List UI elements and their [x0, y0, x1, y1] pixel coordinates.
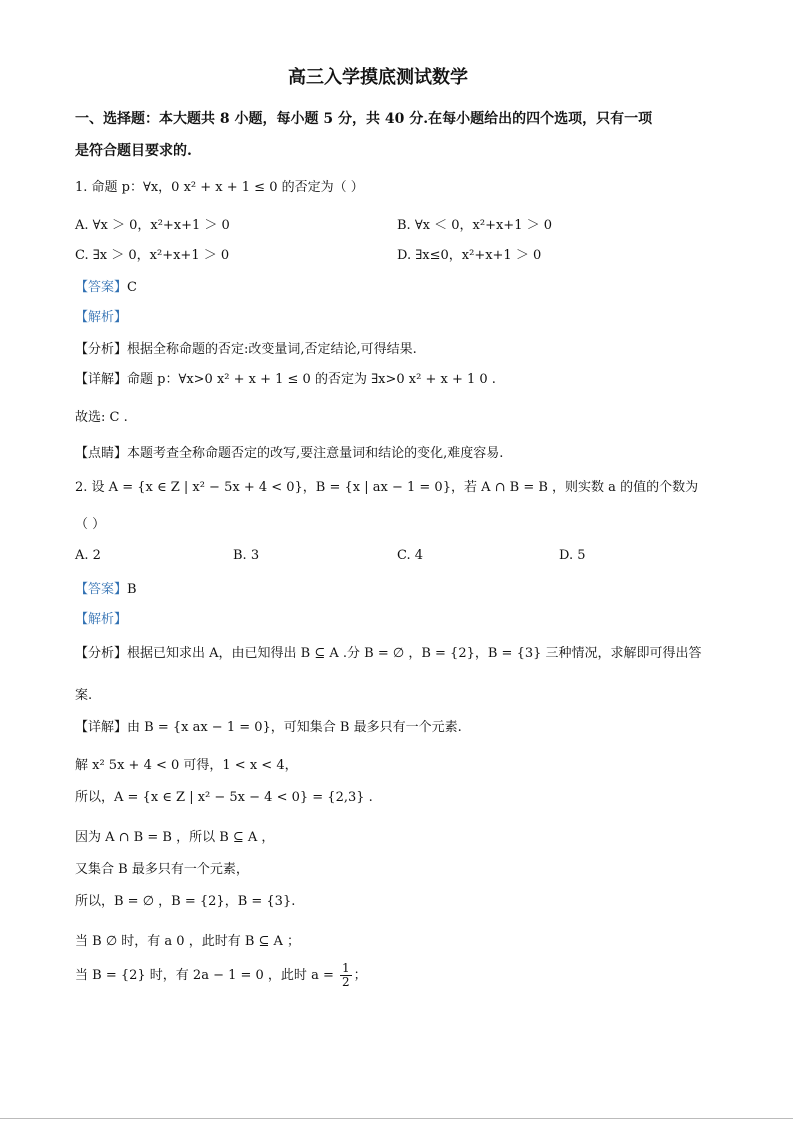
dianjing-text: 本题考查全称命题否定的改写,要注意量词和结论的变化,难度容易. [127, 446, 504, 461]
xiangjie-tag: 【详解】 [75, 372, 128, 387]
q2-xiangjie [75, 716, 462, 735]
answer-value: B [127, 582, 137, 597]
xiangjie-text: 由 B = {x ax − 1 = 0}，可知集合 B 最多只有一个元素. [127, 720, 462, 735]
q1-option-a: A. ∀x ＞ 0，x²+x+1 ＞ 0 [75, 218, 230, 233]
page-bottom-divider [0, 1118, 793, 1119]
page-title: 高三入学摸底测试数学 [288, 67, 468, 88]
case-two-text: 当 B = {2} 时，有 2a − 1 = 0 ，此时 a = [75, 968, 334, 983]
q2-case-two-line [75, 962, 367, 989]
q2-stem: 2. 设 A = {x ∈ Z | x² − 5x + 4 < 0}，B = {x | ax − 1 = 0}，若 A ∩ B = B ，则实数 a 的值的个数为 [75, 480, 699, 495]
q2-option-c: C. 4 [397, 548, 424, 563]
q1-xiangjie [75, 368, 496, 387]
xiangjie-tag: 【详解】 [75, 720, 128, 735]
dianjing-tag: 【点睛】 [75, 446, 128, 461]
xiangjie-text: 命题 p：∀x>0 x² + x + 1 ≤ 0 的否定为 ∃x>0 x² + x + 1 0 . [127, 372, 496, 387]
q2-fenxi [75, 642, 702, 661]
q2-fenxi-cont: 案. [75, 688, 93, 703]
q2-solve-line: 解 x² 5x + 4 < 0 可得，1 < x < 4， [75, 758, 298, 773]
q1-stem: 1. 命题 p：∀x，0 x² + x + 1 ≤ 0 的否定为（ ） [75, 180, 364, 195]
q1-analysis-tag: 【解析】 [75, 310, 128, 325]
q2-set-a-line: 所以，A = {x ∈ Z | x² − 5x − 4 < 0} = {2,3} . [75, 790, 373, 805]
fenxi-tag: 【分析】 [75, 646, 128, 661]
q2-analysis-tag: 【解析】 [75, 612, 128, 627]
q1-option-d: D. ∃x≤0，x²+x+1 ＞ 0 [397, 248, 542, 263]
q1-option-b: B. ∀x ＜ 0，x²+x+1 ＞ 0 [397, 218, 552, 233]
fenxi-text: 根据全称命题的否定:改变量词,否定结论,可得结果. [127, 342, 417, 357]
q1-final-choice: 故选: C . [75, 410, 128, 425]
q2-option-d: D. 5 [559, 548, 586, 563]
q2-subset-line: 因为 A ∩ B = B ，所以 B ⊆ A ， [75, 830, 275, 845]
q2-option-a: A. 2 [75, 548, 101, 563]
fenxi-tag: 【分析】 [75, 342, 128, 357]
q2-option-b: B. 3 [233, 548, 260, 563]
q1-option-c: C. ∃x ＞ 0，x²+x+1 ＞ 0 [75, 248, 230, 263]
q2-element-line: 又集合 B 最多只有一个元素， [75, 862, 249, 877]
q2-cases-line: 所以，B = ∅ ，B = {2}，B = {3}. [75, 894, 296, 909]
q1-answer [75, 276, 137, 295]
case-two-end: ； [353, 968, 367, 983]
fraction-denominator: 2 [341, 975, 350, 989]
q2-case-empty-line: 当 B ∅ 时，有 a 0 ，此时有 B ⊆ A ； [75, 934, 301, 949]
q1-fenxi [75, 338, 417, 357]
q2-stem-paren: （ ） [75, 517, 106, 532]
fraction-numerator: 1 [341, 961, 350, 975]
answer-tag: 【答案】 [75, 582, 128, 597]
q2-answer [75, 578, 137, 597]
section-heading-cont: 是符合题目要求的. [75, 143, 192, 159]
answer-tag: 【答案】 [75, 280, 128, 295]
section-heading: 一、选择题：本大题共 8 小题，每小题 5 分，共 40 分.在每小题给出的四个选项，只有一项 [75, 111, 653, 127]
q1-dianjing [75, 442, 503, 461]
fenxi-text: 根据已知求出 A，由已知得出 B ⊆ A .分 B = ∅ ，B = {2}，B = {3} 三种情况，求解即可得出答 [127, 646, 702, 661]
answer-value: C [127, 280, 137, 295]
fraction [340, 962, 352, 989]
